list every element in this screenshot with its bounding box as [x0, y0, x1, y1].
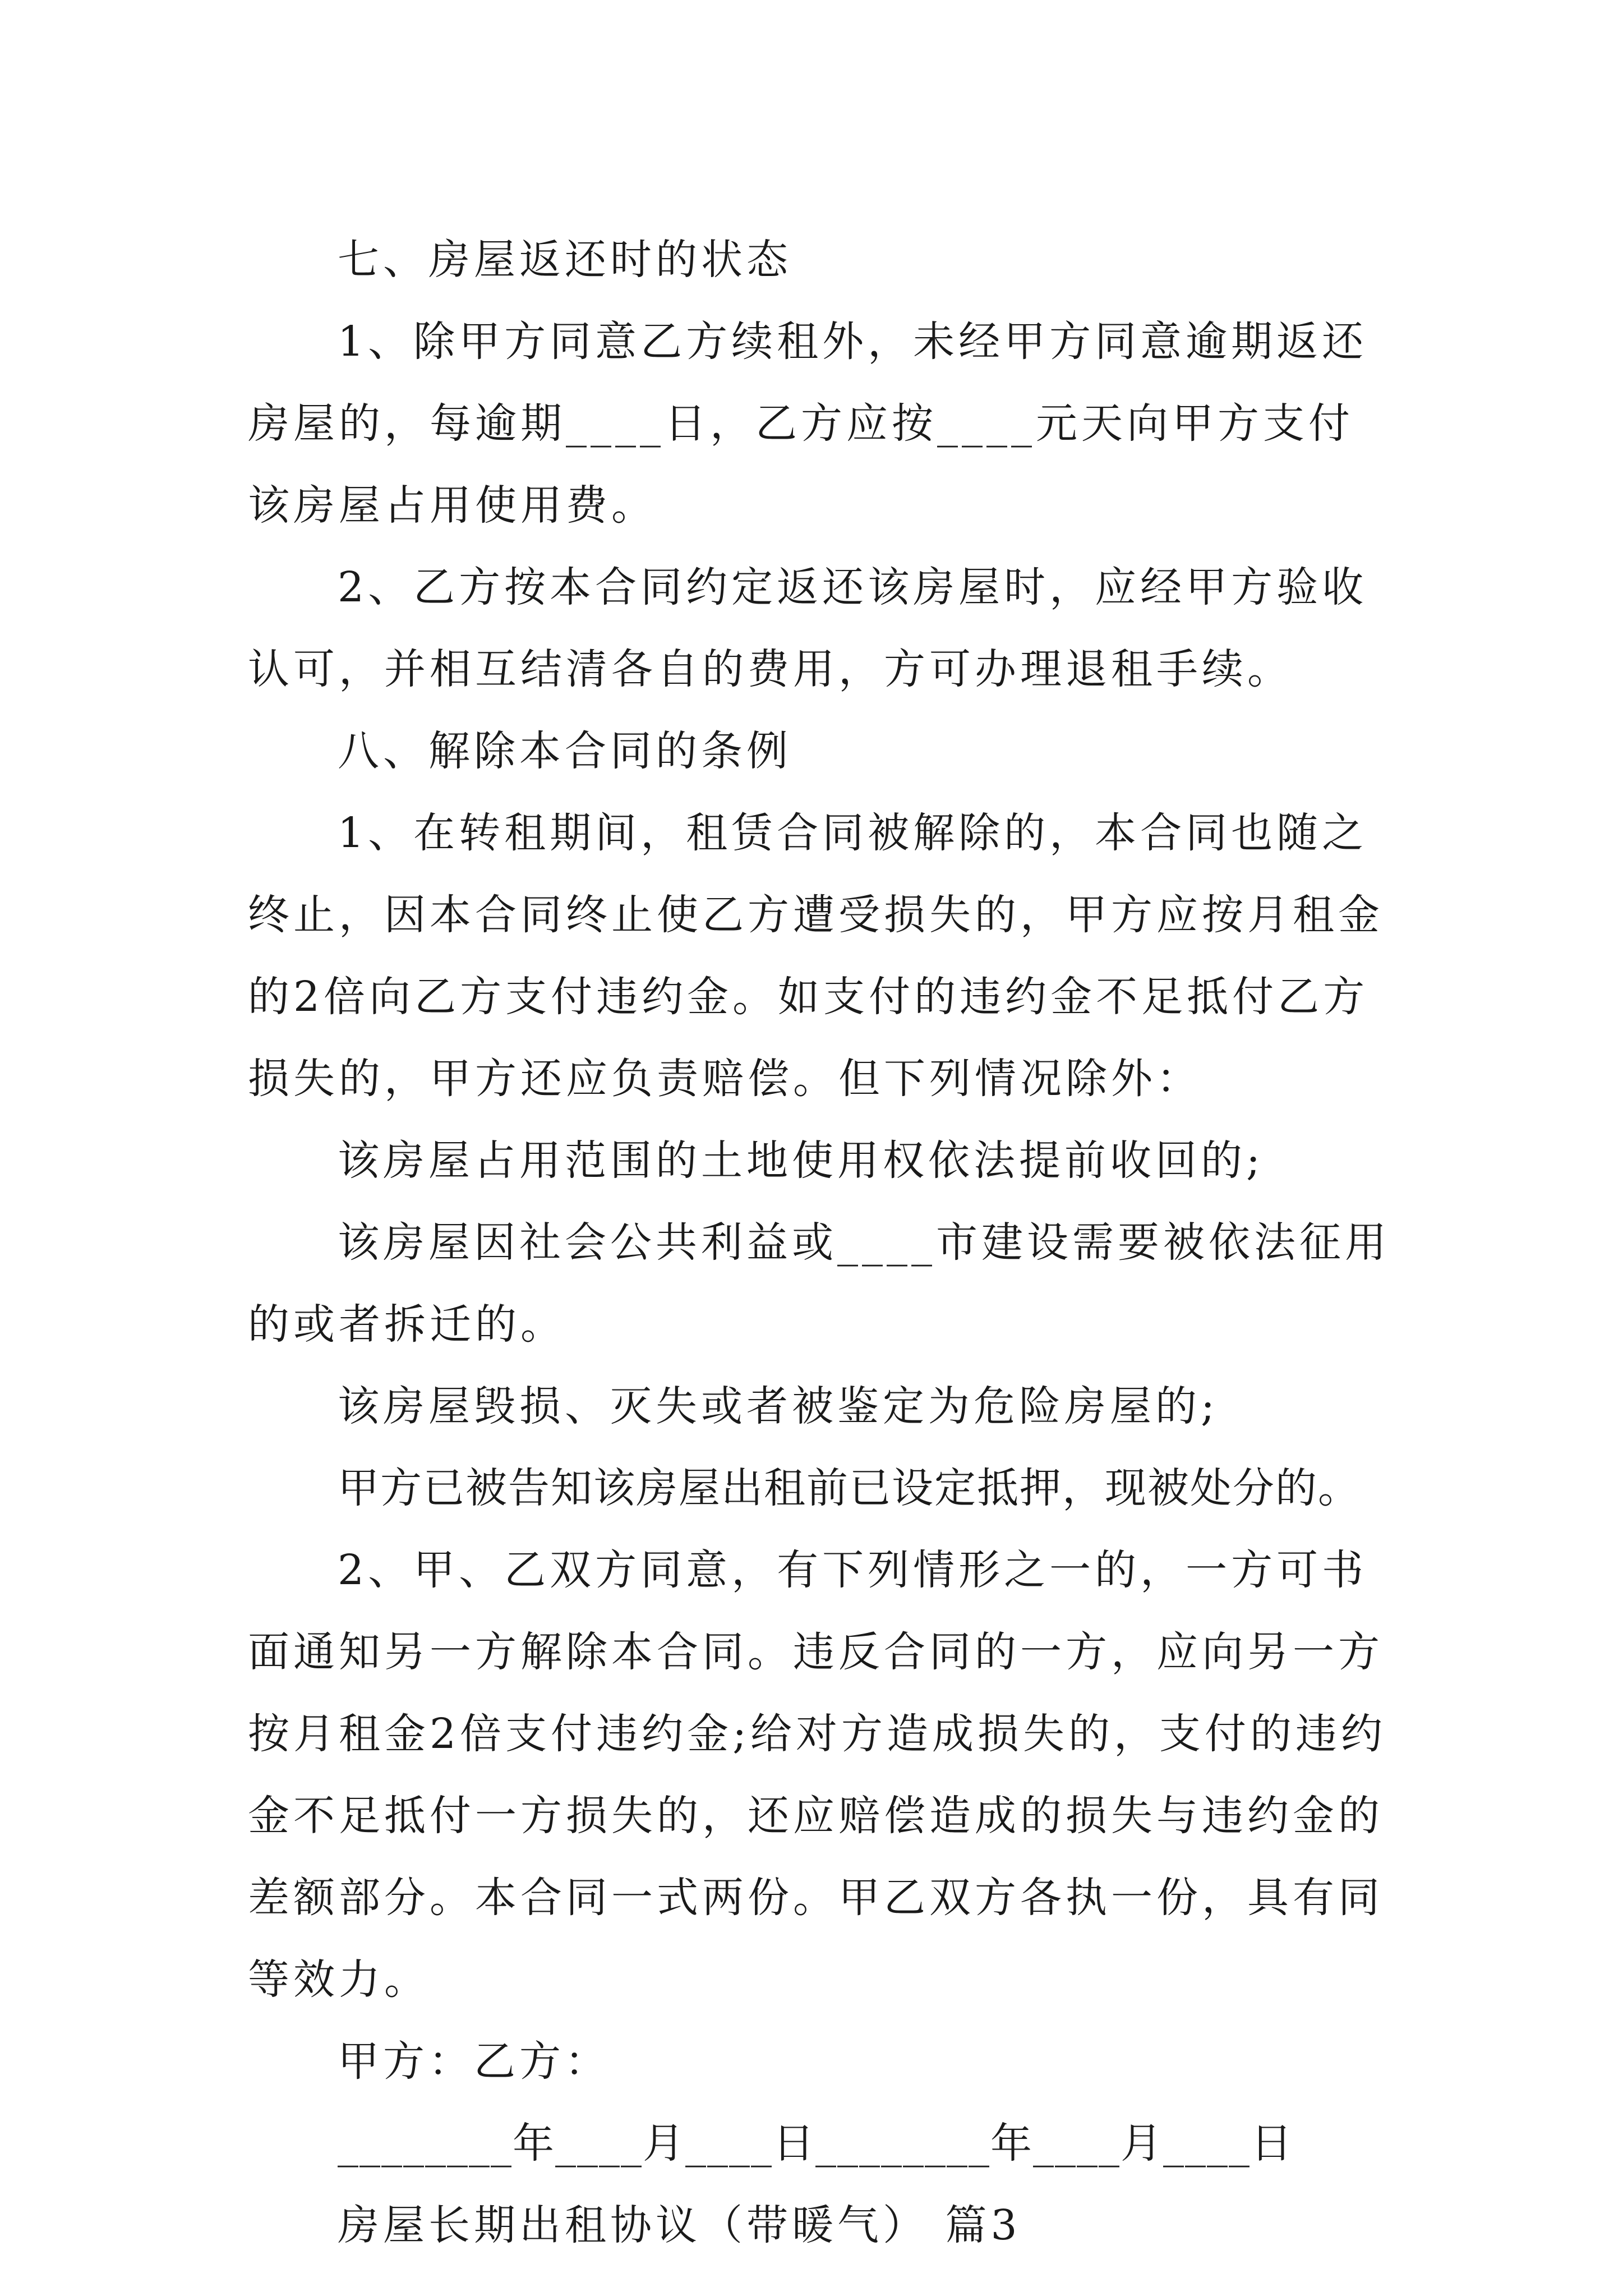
next-agreement-title: 房屋长期出租协议（带暖气） 篇3: [338, 2201, 1021, 2249]
exception-1: 该房屋占用范围的土地使用权依法提前收回的;: [338, 1137, 1264, 1185]
section-7-item-2: 2、乙方按本合同约定返还该房屋时，应经甲方验收认可，并相互结清各自的费用，方可办理退租手续。: [248, 563, 1368, 693]
exception-2: 该房屋因社会公共利益或____市建设需要被依法征用的或者拆迁的。: [248, 1218, 1390, 1349]
exception-3: 该房屋毁损、灭失或者被鉴定为危险房屋的;: [338, 1382, 1219, 1430]
signature-dates: ________年____月____日________年____月____日: [338, 2119, 1293, 2168]
section-7-item-1: 1、除甲方同意乙方续租外，未经甲方同意逾期返还房屋的，每逾期____日，乙方应按____元天向甲方支付该房屋占用使用费。: [248, 318, 1368, 530]
exception-4: 甲方已被告知该房屋出租前已设定抵押，现被处分的。: [338, 1464, 1361, 1512]
document-body: [248, 219, 1392, 2266]
section-7-heading: 七、房屋返还时的状态: [338, 236, 792, 284]
section-8-item-2: 2、甲、乙双方同意，有下列情形之一的，一方可书面通知另一方解除本合同。违反合同的一方，应向另一方按月租金2倍支付违约金;给对方造成损失的，支付的违约金不足抵付一方损失的，还应赔偿造成的损失与违约金的差额部分。本合同一式两份。甲乙双方各执一份，具有同等效力。: [248, 1546, 1387, 2004]
signature-parties: 甲方：乙方：: [338, 2037, 610, 2086]
section-8-heading: 八、解除本合同的条例: [338, 727, 792, 775]
section-8-item-1: 1、在转租期间，租赁合同被解除的，本合同也随之终止，因本合同终止使乙方遭受损失的，甲方应按月租金的2倍向乙方支付违约金。如支付的违约金不足抵付乙方损失的，甲方还应负责赔偿。但下列情况除外：: [248, 809, 1384, 1103]
